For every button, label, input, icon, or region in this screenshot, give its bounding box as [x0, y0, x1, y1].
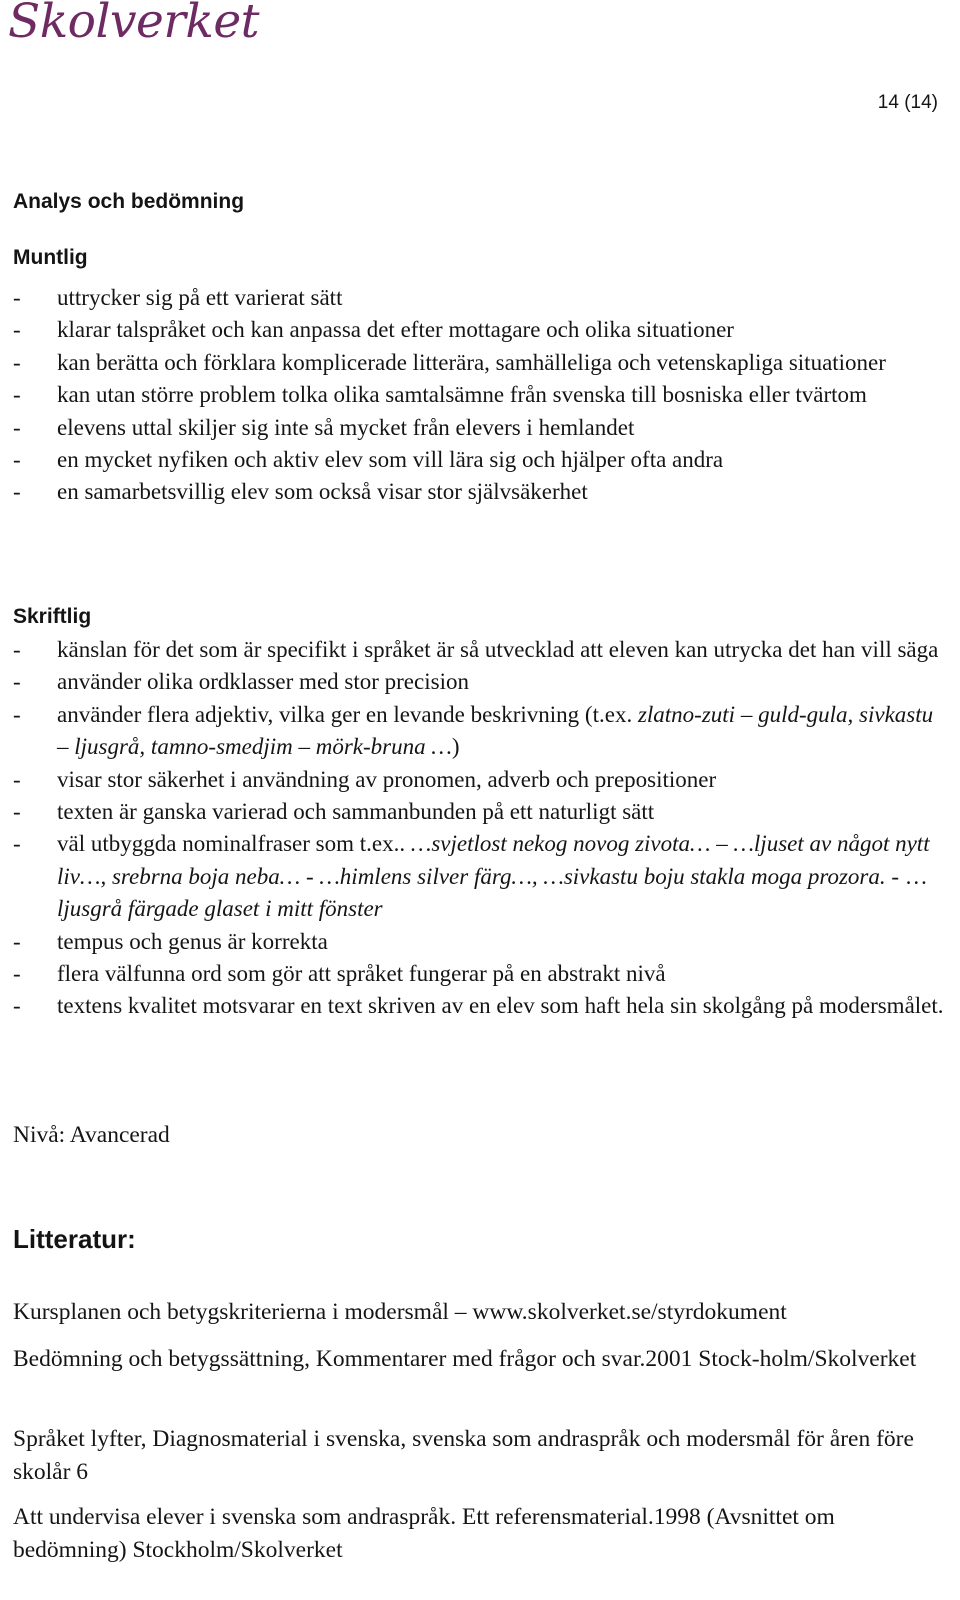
page-number: 14 (14)	[877, 92, 938, 113]
list-item: - kan utan större problem tolka olika samtalsämne från svenska till bosniska eller tvärtom	[13, 382, 867, 408]
section-title: Analys och bedömning	[13, 190, 245, 213]
list-item: - använder flera adjektiv, vilka ger en levande beskrivning (t.ex. zlatno-zuti – guld-gula, sivkastu – ljusgrå, tamno-smedjim – mörk-bruna …)	[13, 701, 934, 760]
list-item: - kan berätta och förklara komplicerade litterära, samhälleliga och vetenskapliga situationer	[13, 349, 886, 375]
list-item: - en samarbetsvillig elev som också visar stor självsäkerhet	[13, 479, 588, 505]
list-item: - elevens uttal skiljer sig inte så mycket från elevers i hemlandet	[13, 414, 635, 440]
list-item: - texten är ganska varierad och sammanbunden på ett naturligt sätt	[13, 799, 655, 825]
oral-heading: Muntlig	[13, 246, 88, 269]
literature-entry: Bedömning och betygssättning, Kommentarer med frågor och svar.2001 Stock-holm/Skolverket	[13, 1346, 917, 1372]
list-item: - visar stor säkerhet i användning av pronomen, adverb och prepositioner	[13, 766, 717, 792]
oral-list	[13, 282, 945, 509]
list-item: - klarar talspråket och kan anpassa det efter mottagare och olika situationer	[13, 317, 734, 343]
literature-entry: Språket lyfter, Diagnosmaterial i svenska, svenska som andraspråk och modersmål för åren före skolår 6	[13, 1426, 914, 1485]
written-list	[13, 634, 945, 1023]
list-item: - använder olika ordklasser med stor precision	[13, 669, 469, 695]
list-item: - väl utbyggda nominalfraser som t.ex.. …svjetlost nekog novog zivota… – …ljuset av något nytt liv…, srebrna boja neba… - …himlens silver färg…, …sivkastu boju stakla moga prozora. - … ljusgrå färgade glaset i mitt fönster	[13, 831, 930, 922]
list-item: - textens kvalitet motsvarar en text skriven av en elev som haft hela sin skolgång på modersmålet.	[13, 993, 944, 1019]
list-item: - känslan för det som är specifikt i språket är så utvecklad att eleven kan utrycka det han vill säga	[13, 637, 939, 662]
literature-entry: Kursplanen och betygskriterierna i modersmål – www.skolverket.se/styrdokument	[13, 1299, 787, 1325]
literature-heading: Litteratur:	[13, 1224, 136, 1254]
list-item: - en mycket nyfiken och aktiv elev som vill lära sig och hjälper ofta andra	[13, 447, 724, 473]
written-heading: Skriftlig	[13, 605, 92, 628]
level-text: Nivå: Avancerad	[13, 1122, 170, 1148]
skolverket-logo: Skolverket	[8, 0, 260, 49]
list-item: - uttrycker sig på ett varierat sätt	[13, 285, 343, 310]
list-item: - flera välfunna ord som gör att språket fungerar på en abstrakt nivå	[13, 961, 666, 987]
literature-entry: Att undervisa elever i svenska som andraspråk. Ett referensmaterial.1998 (Avsnittet om bedömning) Stockholm/Skolverket	[13, 1504, 835, 1563]
list-item: - tempus och genus är korrekta	[13, 928, 328, 954]
